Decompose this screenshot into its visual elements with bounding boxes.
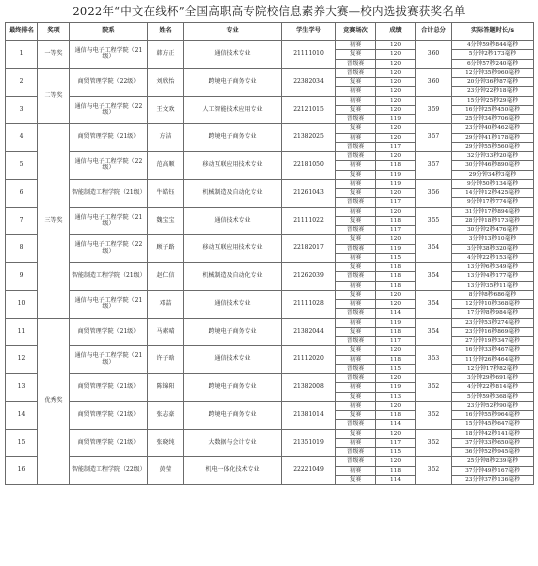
round-cell: 晋级赛 — [336, 272, 376, 281]
score-cell: 119 — [376, 115, 416, 124]
round-cell: 初赛 — [336, 96, 376, 105]
duration-cell: 6分钟57秒240毫秒 — [452, 59, 534, 68]
major-cell: 移动互联应用技术专业 — [184, 235, 282, 263]
round-cell: 复赛 — [336, 411, 376, 420]
header-score: 成绩 — [376, 23, 416, 41]
student-name-cell: 范高顺 — [148, 152, 184, 180]
duration-cell: 4分钟59秒844毫秒 — [452, 41, 534, 50]
total-score-cell: 356 — [416, 179, 452, 207]
rank-cell: 15 — [6, 429, 38, 457]
duration-cell: 15分钟45秒647毫秒 — [452, 420, 534, 429]
student-id-cell: 21111010 — [282, 41, 336, 69]
student-id-cell: 21351019 — [282, 429, 336, 457]
score-cell: 118 — [376, 466, 416, 475]
total-score-cell: 352 — [416, 429, 452, 457]
header-department: 院系 — [70, 23, 148, 41]
header-rank: 最终排名 — [6, 23, 38, 41]
student-id-cell: 21381014 — [282, 401, 336, 429]
total-score-cell: 354 — [416, 318, 452, 346]
duration-cell: 18分钟42秒141毫秒 — [452, 429, 534, 438]
duration-cell: 3分钟13秒10毫秒 — [452, 235, 534, 244]
round-cell: 晋级赛 — [336, 198, 376, 207]
award-cell: 优秀奖 — [38, 318, 70, 485]
round-cell: 晋级赛 — [336, 364, 376, 373]
rank-cell: 8 — [6, 235, 38, 263]
student-id-cell: 22121015 — [282, 96, 336, 124]
score-cell: 118 — [376, 281, 416, 290]
score-cell: 120 — [376, 87, 416, 96]
major-cell: 通信技术专业 — [184, 207, 282, 235]
table-row — [6, 96, 534, 105]
score-cell: 120 — [376, 457, 416, 466]
duration-cell: 9分钟17秒774毫秒 — [452, 198, 534, 207]
department-cell: 通信与电子工程学院（21级） — [70, 346, 148, 374]
round-cell: 晋级赛 — [336, 68, 376, 77]
score-cell: 118 — [376, 216, 416, 225]
student-name-cell: 陈锦阳 — [148, 374, 184, 402]
round-cell: 复赛 — [336, 124, 376, 133]
duration-cell: 23分钟16秒869毫秒 — [452, 327, 534, 336]
score-cell: 120 — [376, 429, 416, 438]
rank-cell: 7 — [6, 207, 38, 235]
round-cell: 晋级赛 — [336, 152, 376, 161]
duration-cell: 25分钟34秒706毫秒 — [452, 115, 534, 124]
department-cell: 智能制造工程学院（22级） — [70, 457, 148, 485]
round-cell: 晋级赛 — [336, 59, 376, 68]
rank-cell: 1 — [6, 41, 38, 69]
round-cell: 初赛 — [336, 179, 376, 188]
round-cell: 复赛 — [336, 263, 376, 272]
student-name-cell: 张志豪 — [148, 401, 184, 429]
round-cell: 晋级赛 — [336, 226, 376, 235]
table-row — [6, 401, 534, 410]
score-cell: 120 — [376, 300, 416, 309]
table-row — [6, 290, 534, 299]
score-cell: 119 — [376, 179, 416, 188]
duration-cell: 23分钟53秒274毫秒 — [452, 318, 534, 327]
table-row — [6, 318, 534, 327]
major-cell: 跨境电子商务专业 — [184, 124, 282, 152]
major-cell: 机械制造及自动化专业 — [184, 179, 282, 207]
student-id-cell: 22182017 — [282, 235, 336, 263]
student-name-cell: 赵仁信 — [148, 263, 184, 291]
header-total: 合计总分 — [416, 23, 452, 41]
duration-cell: 3分钟38秒320毫秒 — [452, 244, 534, 253]
round-cell: 初赛 — [336, 41, 376, 50]
total-score-cell: 352 — [416, 457, 452, 485]
major-cell: 通信技术专业 — [184, 41, 282, 69]
score-cell: 120 — [376, 78, 416, 87]
table-body — [6, 41, 534, 485]
header-major: 专业 — [184, 23, 282, 41]
rank-cell: 14 — [6, 401, 38, 429]
round-cell: 晋级赛 — [336, 420, 376, 429]
department-cell: 商贸管理学院（21级） — [70, 429, 148, 457]
score-cell: 113 — [376, 392, 416, 401]
table-header-row — [6, 23, 534, 41]
student-id-cell: 22382034 — [282, 68, 336, 96]
major-cell: 通信技术专业 — [184, 290, 282, 318]
student-id-cell: 21382008 — [282, 374, 336, 402]
student-id-cell: 21111022 — [282, 207, 336, 235]
rank-cell: 12 — [6, 346, 38, 374]
round-cell: 复赛 — [336, 50, 376, 59]
duration-cell: 37分钟33秒650毫秒 — [452, 438, 534, 447]
department-cell: 商贸管理学院（21级） — [70, 124, 148, 152]
score-cell: 117 — [376, 337, 416, 346]
score-cell: 120 — [376, 152, 416, 161]
round-cell: 晋级赛 — [336, 374, 376, 383]
major-cell: 机电一体化技术专业 — [184, 457, 282, 485]
duration-cell: 4分钟22秒153毫秒 — [452, 253, 534, 262]
round-cell: 复赛 — [336, 290, 376, 299]
student-name-cell: 牛皓钰 — [148, 179, 184, 207]
major-cell: 跨境电子商务专业 — [184, 374, 282, 402]
total-score-cell: 357 — [416, 152, 452, 180]
total-score-cell: 355 — [416, 207, 452, 235]
department-cell: 智能制造工程学院（21级） — [70, 179, 148, 207]
department-cell: 通信与电子工程学院（22级） — [70, 235, 148, 263]
major-cell: 跨境电子商务专业 — [184, 68, 282, 96]
student-id-cell: 21382044 — [282, 318, 336, 346]
table-row — [6, 207, 534, 216]
table-row — [6, 41, 534, 50]
round-cell: 初赛 — [336, 161, 376, 170]
table-row — [6, 457, 534, 466]
student-name-cell: 魏宝宝 — [148, 207, 184, 235]
score-cell: 118 — [376, 263, 416, 272]
duration-cell: 29分钟55秒560毫秒 — [452, 142, 534, 151]
table-row — [6, 374, 534, 383]
total-score-cell: 352 — [416, 374, 452, 402]
award-cell: 二等奖 — [38, 68, 70, 124]
total-score-cell: 354 — [416, 235, 452, 263]
rank-cell: 16 — [6, 457, 38, 485]
duration-cell: 23分钟22秒18毫秒 — [452, 87, 534, 96]
score-cell: 120 — [376, 374, 416, 383]
round-cell: 复赛 — [336, 189, 376, 198]
page-title: 2022年“中文在线杯”全国高职高专院校信息素养大赛—校内选拔赛获奖名单 — [72, 4, 466, 18]
score-cell: 117 — [376, 142, 416, 151]
table-row — [6, 346, 534, 355]
score-cell: 114 — [376, 309, 416, 318]
department-cell: 智能制造工程学院（21级） — [70, 263, 148, 291]
duration-cell: 32分钟33秒20毫秒 — [452, 152, 534, 161]
total-score-cell: 357 — [416, 124, 452, 152]
major-cell: 跨境电子商务专业 — [184, 318, 282, 346]
score-cell: 120 — [376, 124, 416, 133]
student-id-cell: 22221049 — [282, 457, 336, 485]
student-name-cell: 顾子路 — [148, 235, 184, 263]
award-cell: 一等奖 — [38, 41, 70, 69]
total-score-cell: 360 — [416, 41, 452, 69]
rank-cell: 6 — [6, 179, 38, 207]
score-cell: 120 — [376, 207, 416, 216]
score-cell: 115 — [376, 448, 416, 457]
table-row — [6, 68, 534, 77]
rank-cell: 13 — [6, 374, 38, 402]
score-cell: 114 — [376, 475, 416, 484]
score-cell: 120 — [376, 50, 416, 59]
round-cell: 初赛 — [336, 281, 376, 290]
duration-cell: 9分钟50秒134毫秒 — [452, 179, 534, 188]
rank-cell: 3 — [6, 96, 38, 124]
duration-cell: 13分钟4秒177毫秒 — [452, 272, 534, 281]
score-cell: 119 — [376, 170, 416, 179]
total-score-cell: 353 — [416, 346, 452, 374]
student-name-cell: 刘欣怡 — [148, 68, 184, 96]
score-cell: 118 — [376, 411, 416, 420]
score-cell: 119 — [376, 244, 416, 253]
student-name-cell: 方洁 — [148, 124, 184, 152]
student-name-cell: 韩方正 — [148, 41, 184, 69]
department-cell: 通信与电子工程学院（21级） — [70, 290, 148, 318]
department-cell: 通信与电子工程学院（22级） — [70, 152, 148, 180]
rank-cell: 4 — [6, 124, 38, 152]
header-round: 竞赛场次 — [336, 23, 376, 41]
score-cell: 120 — [376, 105, 416, 114]
duration-cell: 37分钟49秒167毫秒 — [452, 466, 534, 475]
round-cell: 晋级赛 — [336, 115, 376, 124]
duration-cell: 13分钟35秒11毫秒 — [452, 281, 534, 290]
total-score-cell: 352 — [416, 401, 452, 429]
round-cell: 复赛 — [336, 429, 376, 438]
header-award: 奖项 — [38, 23, 70, 41]
duration-cell: 30分钟46秒890毫秒 — [452, 161, 534, 170]
student-name-cell: 马素晴 — [148, 318, 184, 346]
major-cell: 移动互联应用技术专业 — [184, 152, 282, 180]
student-id-cell: 21262039 — [282, 263, 336, 291]
department-cell: 商贸管理学院（21级） — [70, 374, 148, 402]
round-cell: 初赛 — [336, 383, 376, 392]
score-cell: 117 — [376, 198, 416, 207]
score-cell: 120 — [376, 68, 416, 77]
duration-cell: 17分钟8秒984毫秒 — [452, 309, 534, 318]
department-cell: 通信与电子工程学院（22级） — [70, 96, 148, 124]
round-cell: 初赛 — [336, 401, 376, 410]
student-id-cell: 21382025 — [282, 124, 336, 152]
score-cell: 120 — [376, 133, 416, 142]
student-id-cell: 21112020 — [282, 346, 336, 374]
duration-cell: 5分钟59秒368毫秒 — [452, 392, 534, 401]
duration-cell: 23分钟37秒136毫秒 — [452, 475, 534, 484]
duration-cell: 12分钟17秒82毫秒 — [452, 364, 534, 373]
round-cell: 晋级赛 — [336, 457, 376, 466]
round-cell: 晋级赛 — [336, 309, 376, 318]
round-cell: 初赛 — [336, 207, 376, 216]
table-row — [6, 429, 534, 438]
duration-cell: 5分钟2秒173毫秒 — [452, 50, 534, 59]
round-cell: 初赛 — [336, 253, 376, 262]
table-row — [6, 235, 534, 244]
round-cell: 晋级赛 — [336, 337, 376, 346]
duration-cell: 8分钟8秒686毫秒 — [452, 290, 534, 299]
round-cell: 复赛 — [336, 392, 376, 401]
round-cell: 初赛 — [336, 466, 376, 475]
score-cell: 118 — [376, 355, 416, 364]
score-cell: 118 — [376, 272, 416, 281]
rank-cell: 9 — [6, 263, 38, 291]
duration-cell: 31分钟17秒894毫秒 — [452, 207, 534, 216]
duration-cell: 15分钟25秒29毫秒 — [452, 96, 534, 105]
round-cell: 复赛 — [336, 235, 376, 244]
major-cell: 机械制造及自动化专业 — [184, 263, 282, 291]
duration-cell: 16分钟33秒467毫秒 — [452, 346, 534, 355]
round-cell: 复赛 — [336, 170, 376, 179]
rank-cell: 5 — [6, 152, 38, 180]
round-cell: 初赛 — [336, 438, 376, 447]
table-row — [6, 152, 534, 161]
rank-cell: 11 — [6, 318, 38, 346]
round-cell: 复赛 — [336, 105, 376, 114]
student-name-cell: 邓喆 — [148, 290, 184, 318]
round-cell: 复赛 — [336, 475, 376, 484]
round-cell: 初赛 — [336, 318, 376, 327]
score-cell: 120 — [376, 41, 416, 50]
round-cell: 复赛 — [336, 327, 376, 336]
round-cell: 晋级赛 — [336, 448, 376, 457]
duration-cell: 28分钟18秒173毫秒 — [452, 216, 534, 225]
duration-cell: 36分钟52秒945毫秒 — [452, 448, 534, 457]
table-row — [6, 263, 534, 272]
score-cell: 120 — [376, 290, 416, 299]
total-score-cell: 354 — [416, 290, 452, 318]
duration-cell: 14分钟12秒425毫秒 — [452, 189, 534, 198]
duration-cell: 20分钟36秒87毫秒 — [452, 78, 534, 87]
student-name-cell: 张晓纯 — [148, 429, 184, 457]
duration-cell: 27分钟19秒347毫秒 — [452, 337, 534, 346]
major-cell: 跨境电子商务专业 — [184, 401, 282, 429]
round-cell: 复赛 — [336, 346, 376, 355]
student-id-cell: 21111028 — [282, 290, 336, 318]
round-cell: 初赛 — [336, 300, 376, 309]
duration-cell: 12分钟10秒368毫秒 — [452, 300, 534, 309]
major-cell: 通信技术专业 — [184, 346, 282, 374]
major-cell: 大数据与会计专业 — [184, 429, 282, 457]
score-cell: 120 — [376, 235, 416, 244]
department-cell: 商贸管理学院（22级） — [70, 68, 148, 96]
duration-cell: 29分钟41秒178毫秒 — [452, 133, 534, 142]
score-cell: 120 — [376, 189, 416, 198]
student-id-cell: 21261043 — [282, 179, 336, 207]
score-cell: 120 — [376, 401, 416, 410]
duration-cell: 23分钟52秒90毫秒 — [452, 401, 534, 410]
rank-cell: 10 — [6, 290, 38, 318]
duration-cell: 16分钟25秒450毫秒 — [452, 105, 534, 114]
header-duration: 实际答题时长/s — [452, 23, 534, 41]
duration-cell: 12分钟35秒960毫秒 — [452, 68, 534, 77]
major-cell: 人工智能技术应用专业 — [184, 96, 282, 124]
department-cell: 通信与电子工程学院（21级） — [70, 41, 148, 69]
round-cell: 复赛 — [336, 216, 376, 225]
header-student-id: 学生学号 — [282, 23, 336, 41]
duration-cell: 3分钟29秒691毫秒 — [452, 374, 534, 383]
round-cell: 复赛 — [336, 78, 376, 87]
round-cell: 初赛 — [336, 87, 376, 96]
header-name: 姓名 — [148, 23, 184, 41]
score-cell: 117 — [376, 438, 416, 447]
duration-cell: 29分钟34秒3毫秒 — [452, 170, 534, 179]
department-cell: 商贸管理学院（21级） — [70, 401, 148, 429]
duration-cell: 25分钟8秒239毫秒 — [452, 457, 534, 466]
student-name-cell: 王文欢 — [148, 96, 184, 124]
score-cell: 119 — [376, 318, 416, 327]
student-id-cell: 22181050 — [282, 152, 336, 180]
duration-cell: 13分钟6秒349毫秒 — [452, 263, 534, 272]
score-cell: 118 — [376, 161, 416, 170]
score-cell: 119 — [376, 383, 416, 392]
score-cell: 120 — [376, 59, 416, 68]
duration-cell: 30分钟2秒476毫秒 — [452, 226, 534, 235]
round-cell: 晋级赛 — [336, 244, 376, 253]
duration-cell: 11分钟26秒464毫秒 — [452, 355, 534, 364]
duration-cell: 23分钟40秒462毫秒 — [452, 124, 534, 133]
score-cell: 118 — [376, 327, 416, 336]
round-cell: 晋级赛 — [336, 142, 376, 151]
score-cell: 120 — [376, 346, 416, 355]
score-cell: 114 — [376, 420, 416, 429]
duration-cell: 16分钟55秒964毫秒 — [452, 411, 534, 420]
department-cell: 商贸管理学院（21级） — [70, 318, 148, 346]
total-score-cell: 354 — [416, 263, 452, 291]
table-row — [6, 124, 534, 133]
department-cell: 通信与电子工程学院（21级） — [70, 207, 148, 235]
score-cell: 115 — [376, 253, 416, 262]
total-score-cell: 360 — [416, 68, 452, 96]
student-name-cell: 许子晗 — [148, 346, 184, 374]
total-score-cell: 359 — [416, 96, 452, 124]
score-cell: 120 — [376, 96, 416, 105]
round-cell: 初赛 — [336, 355, 376, 364]
duration-cell: 4分钟22秒814毫秒 — [452, 383, 534, 392]
table-row — [6, 179, 534, 188]
award-cell: 三等奖 — [38, 124, 70, 318]
student-name-cell: 黄莹 — [148, 457, 184, 485]
round-cell: 初赛 — [336, 133, 376, 142]
score-cell: 115 — [376, 364, 416, 373]
awards-table — [5, 22, 534, 485]
rank-cell: 2 — [6, 68, 38, 96]
score-cell: 117 — [376, 226, 416, 235]
